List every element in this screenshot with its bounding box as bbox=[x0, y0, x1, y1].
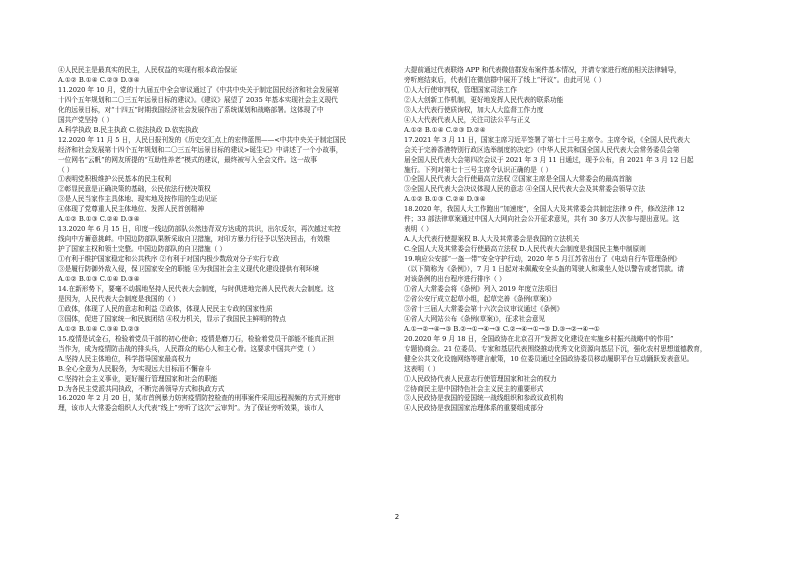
text-line: A.①② B.①④ C.②③ D.③④ bbox=[58, 75, 140, 84]
text-line: 15.疫情是试金石，检验着党员干部的初心使命；疫情是磨刀石，检验着党员干部能不能真正担 bbox=[58, 334, 334, 343]
text-line: 会关于完善香港特别行政区选举制度的决定》（中华人民共和国全国人民代表大会常务委员会第 bbox=[404, 145, 680, 154]
page-number: 2 bbox=[394, 513, 400, 521]
text-line: ③省十三届人大常委会第十六次会议审议通过《条例》 bbox=[404, 304, 564, 313]
text-line: 表明（ ） bbox=[404, 225, 433, 234]
text-line: ④人民民主是最真实的民主，人民权益的实现有根本政治保证 bbox=[58, 66, 238, 74]
text-line: 旁听庭结束后，代表们在微信群中展开了线上“评议”。由此可见（ ） bbox=[404, 75, 606, 84]
text-line: A.①② B.①③ C.①④ D.③④ bbox=[58, 275, 140, 284]
text-line: 理，该市人大常委会组织人大代表“线上”旁听了这次“云审判”。为了保证旁听效果，该市人 bbox=[58, 404, 324, 413]
text-line: 化的远景目标，对“十四五”时期我国经济社会发展作出了系统谋划和战略部署。这体现了中 bbox=[58, 105, 324, 114]
text-line: A.①② B.①③ C.②④ D.③④ bbox=[404, 195, 486, 204]
text-line: ③人民政协是我国的爱国统一战线组织和参政议政机构 bbox=[404, 394, 564, 403]
text-line: 线向中方蓄意挑衅。中国边防部队果断采取自卫措施，对印方暴力行径予以坚决回击，有效维 bbox=[58, 235, 331, 244]
text-line: ④体现了党尊重人民主体地位、发挥人民首创精神 bbox=[58, 205, 205, 214]
text-line: 19.响应公安部“一盔一带”安全守护行动，2020 年 5 月江苏省出台了《电动自行车管理条例》 bbox=[404, 255, 681, 264]
text-line: ②人大创新工作机制，更好地发挥人民代表的联系功能 bbox=[404, 95, 564, 104]
text-line: 国共产党坚持（ ） bbox=[58, 115, 114, 124]
text-line: 当作为，成为疫情防击战的排头兵，人民群众的贴心人和主心骨。这要求中国共产党（ ） bbox=[58, 344, 319, 353]
text-line: 13.2020 年 6 月 15 日，印度一线边防部队公然违背双方达成的共识，出尔反尔，再次越过实控 bbox=[58, 225, 341, 234]
text-line: 18.2020 年，我国人大工作跑出“加速度”，全国人大及其常委会共制定法律 9 件，修改法律 12 bbox=[404, 205, 685, 214]
text-line: 一位网名“云帆”的网友所提的“互助性养老”模式的建议，最终被写入全会文件。这一故事 bbox=[58, 155, 318, 164]
text-line: ①省人大常委会将《条例》列入 2019 年度立法项目 bbox=[404, 284, 558, 293]
text-line: 11.2020 年 10 月，党的十九届五中全会审议通过了《中共中央关于制定国民经济和社会发展第 bbox=[58, 85, 339, 94]
text-line: 经济和社会发展第十四个五年规划和二〇三五年远景目标的建议>诞生记》中讲述了一个小故事， bbox=[58, 145, 343, 154]
text-line: ④省人大网站公布《条例(草案)》，征求社会意见 bbox=[404, 314, 546, 323]
text-line: C.全国人大及其常委会行使最高立法权 D.人民代表大会制度是我国民主集中制原则 bbox=[404, 245, 646, 254]
text-line: A.坚持人民主体地位，科学指导国家最高权力 bbox=[58, 354, 191, 363]
text-line: 专题协商会。21 位委员、专家和基层代表围绕推动优秀文化资源向基层下沉，强化农村思想道德教育， bbox=[404, 344, 707, 353]
text-line: 健全公共文化设施网络等建言献策，10 位委员通过全国政协委员移动履职平台互动踊跃发表意见。 bbox=[404, 354, 694, 363]
text-line: 件；33 部法律草案通过中国人大网向社会公开征求意见，共有 30 多万人次参与提出意见。这 bbox=[404, 215, 680, 224]
text-line: ③是履行防御外敌入侵，保卫国家安全的职能 ④为我国社会主义现代化建设提供有利环境 bbox=[58, 265, 319, 274]
text-line: 14.在新形势下，要毫不动摇地坚持人民代表大会制度，与时俱进地完善人民代表大会制度。这 bbox=[58, 284, 334, 293]
text-line: A.①② B.①④ C.③④ D.②③ bbox=[58, 324, 140, 333]
right-column bbox=[404, 66, 749, 414]
text-line: A.①② B.①④ C.②③ D.②④ bbox=[404, 125, 486, 134]
text-line: 大提前通过代表联络 APP 和代表微信群发布案件基本情况，并请专家进行庭前相关法律辅导， bbox=[404, 66, 681, 74]
text-line: 护了国家主权和领土完整。中国边防部队的自卫措施（ ） bbox=[58, 245, 227, 254]
text-line: ①政体，体现了人民的意志和利益 ②政体，体现人民民主专政的国家性质 bbox=[58, 304, 273, 313]
text-line: ③全国人民代表大会决议体现人民的意志 ④全国人民代表大会及其常委会领导立法 bbox=[404, 185, 646, 194]
left-column bbox=[58, 66, 403, 414]
text-line: ③国体，促进了国家统一和民族团结 ④权力机关，显示了我国民主鲜明的特点 bbox=[58, 314, 286, 323]
text-line: C.坚持社会主义事业，更好履行管理国家和社会的职能 bbox=[58, 374, 218, 383]
text-line: ①人民政协代表人民意志行使管理国家和社会的权力 bbox=[404, 374, 557, 383]
text-line: B.全心全意为人民服务，为实现远大目标而不懈奋斗 bbox=[58, 364, 211, 373]
text-line: ②彰显民意是正确决策的基础，公民依法行使决策权 bbox=[58, 185, 211, 194]
text-line: （ ） bbox=[58, 165, 74, 174]
text-line: ③人大代表行使质询权，加大人大监督工作力度 bbox=[404, 105, 544, 114]
text-line: ①有利于维护国家稳定和公共秩序 ②有利于对国内极少数敌对分子实行专政 bbox=[58, 255, 280, 264]
text-line: ②省公安厅成立起草小组，起草完善《条例(草案)》 bbox=[404, 294, 556, 303]
text-line: ①人大行使审判权，管理国家司法工作 bbox=[404, 85, 517, 94]
text-line: A.人大代表行使提案权 B.人大及其常委会是我国的立法机关 bbox=[404, 235, 580, 244]
text-line: 20.2020 年 9 月 18 日，全国政协在北京召开“发挥文化建设在实施乡村振兴战略中的作用” bbox=[404, 334, 674, 343]
text-line: 对该条例的出台程序进行排序（ ） bbox=[404, 275, 506, 284]
text-line: ④人大代表代表人民，关注司法公平与正义 bbox=[404, 115, 531, 124]
text-line: ③是人民当家作主具体地、现实地及按作用的生动见证 bbox=[58, 195, 218, 204]
text-line: ①全国人民代表大会行使最高立法权 ②国家主席是全国人大常委会的最高首脑 bbox=[404, 175, 632, 184]
text-line: 施行。下列对第七十三号主席令认识正确的是（ ） bbox=[404, 165, 553, 174]
text-line: 16.2020 年 2 月 20 日，某市首例暴力妨害疫情防控检查的刑事案件采用远程视频的方式开庭审 bbox=[58, 394, 341, 403]
text-line: （以下简称为《条例》），7 月 1 日起对未佩戴安全头盔的驾驶人和乘坐人处以警告或者罚款。请 bbox=[404, 265, 685, 274]
text-line: ②协商民主是中国特色社会主义民主的重要形式 bbox=[404, 384, 544, 393]
text-line: 届全国人民代表大会第四次会议于 2021 年 3 月 11 日通过，现予公布，自 2021 年 3 月 12 日起 bbox=[404, 155, 694, 164]
text-line: D.为各民主党派共同执政，不断完善领导方式和执政方式 bbox=[58, 384, 225, 393]
text-line: A.①→②→④→③ B.②→①→④→③ C.②→④→①→③ D.③→②→④→① bbox=[404, 324, 600, 333]
text-line: A.科学执政 B.民主执政 C.依法执政 D.依宪执政 bbox=[58, 125, 199, 134]
text-line: 12.2020 年 11 月 5 日，人民日报刊发的《历史交汇点上的宏伟蓝图——<中共中央关于制定国民 bbox=[58, 135, 347, 144]
text-line: A.①② B.①③ C.②④ D.③④ bbox=[58, 215, 140, 224]
text-line: ①表明党积极维护公民基本的民主权利 bbox=[58, 175, 171, 184]
text-line: 这表明（ ） bbox=[404, 364, 440, 373]
text-line: 17.2021 年 3 月 11 日，国家主席习近平签署了第七十三号主席令。主席令说，《全国人民代表大 bbox=[404, 135, 690, 144]
text-line: 十四个五年规划和二〇三五年远景目标的建议》。《建议》展望了 2035 年基本实现社会主义现代 bbox=[58, 95, 338, 104]
text-line: 是因为，人民代表大会制度是我国的（ ） bbox=[58, 294, 180, 303]
text-line: ④人民政协是我国国家治理体系的重要组成部分 bbox=[404, 404, 544, 413]
